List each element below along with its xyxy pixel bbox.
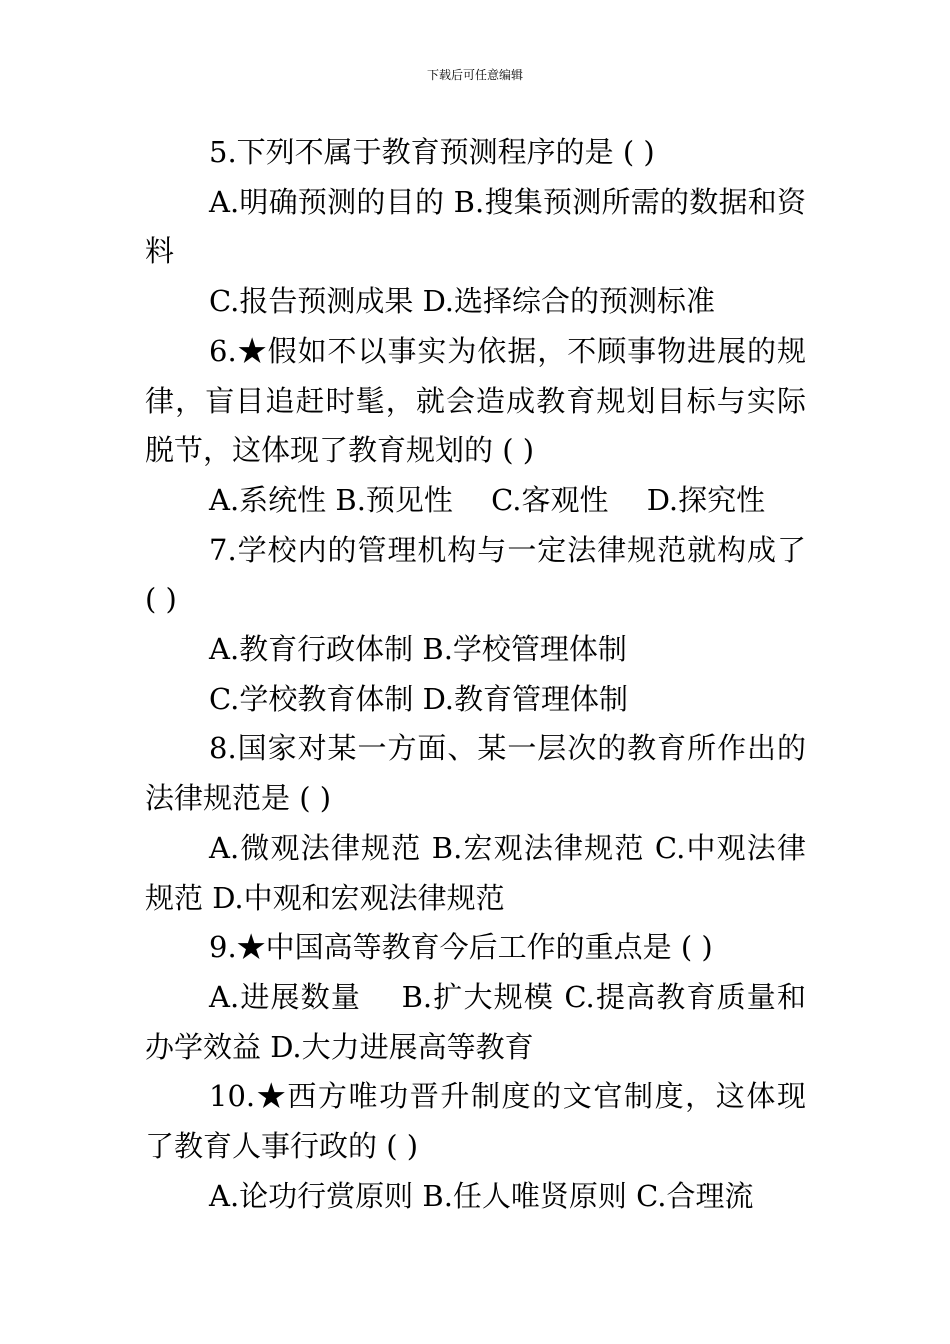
question-5: 5.下列不属于教育预测程序的是 ( ) xyxy=(209,135,655,169)
document-body xyxy=(145,128,816,1221)
page-header: 下载后可任意编辑 xyxy=(426,68,523,82)
question-7-options-ab: A.教育行政体制 B.学校管理体制 xyxy=(209,632,627,667)
question-9: 9.★中国高等教育今后工作的重点是 ( ) xyxy=(209,930,713,965)
question-8-options: A.微观法律规范 B.宏观法律规范 C.中观法律规范 D.中观和宏观法律规范 xyxy=(145,830,806,915)
question-5-options-cd: C.报告预测成果 D.选择综合的预测标准 xyxy=(209,284,716,319)
question-8: 8.国家对某一方面、某一层次的教育所作出的法律规范是 ( ) xyxy=(145,731,806,816)
question-5-options-ab: A.明确预测的目的 B.搜集预测所需的数据和资料 xyxy=(145,184,806,269)
question-6-options: A.系统性 B.预见性 C.客观性 D.探究性 xyxy=(209,482,766,517)
question-7-options-cd: C.学校教育体制 D.教育管理体制 xyxy=(209,681,629,716)
question-9-options: A.进展数量 B.扩大规模 C.提高教育质量和办学效益 D.大力进展高等教育 xyxy=(145,979,806,1064)
question-10-options: A.论功行赏原则 B.任人唯贤原则 C.合理流 xyxy=(209,1178,754,1213)
question-6: 6.★假如不以事实为依据，不顾事物进展的规律，盲目追赶时髦，就会造成教育规划目标与实际脱节，这体现了教育规划的 ( ) xyxy=(145,333,806,468)
question-10: 10.★西方唯功晋升制度的文官制度，这体现了教育人事行政的 ( ) xyxy=(145,1079,806,1164)
question-7: 7.学校内的管理机构与一定法律规范就构成了 ( ) xyxy=(145,532,816,617)
